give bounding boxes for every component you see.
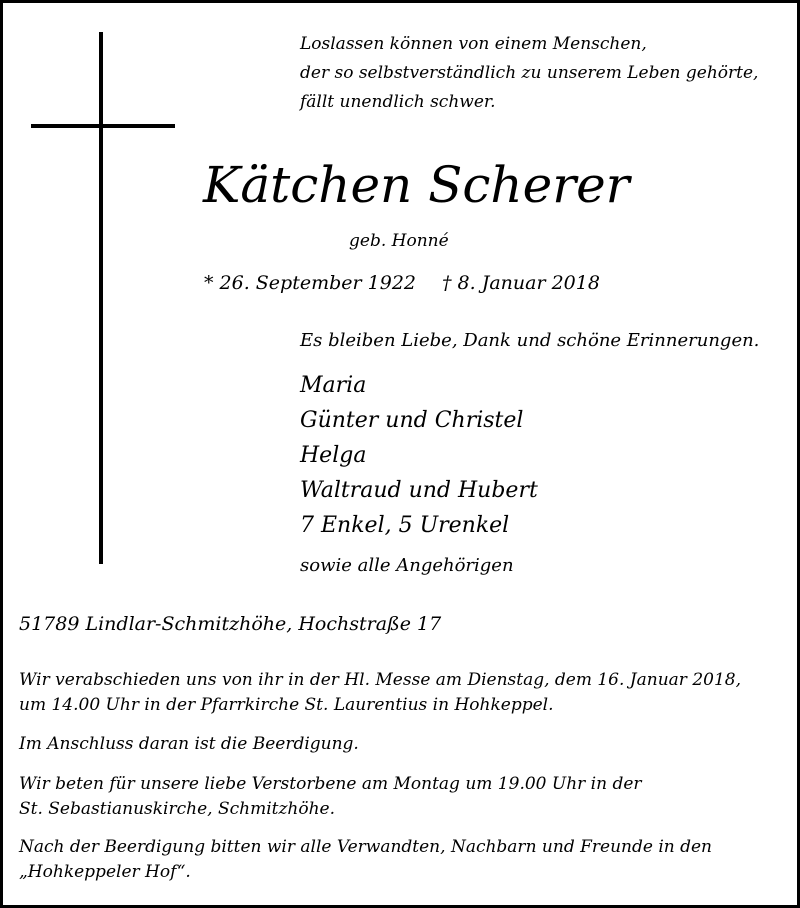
paragraph-line: Wir verabschieden uns von ihr in der Hl. Messe am Dienstag, dem 16. Januar 2018, — [19, 670, 741, 690]
poem — [300, 30, 758, 117]
paragraph-line: Im Anschluss daran ist die Beerdigung. — [19, 734, 359, 754]
poem-line: Loslassen können von einem Menschen, — [300, 34, 647, 54]
paragraph-line: „Hohkeppeler Hof“. — [19, 862, 191, 882]
poem-line: der so selbstverständlich zu unserem Leben gehörte, — [300, 63, 759, 83]
family-member: Günter und Christel — [300, 408, 524, 433]
death-date: † 8. Januar 2018 — [442, 272, 600, 294]
deceased-name: Kätchen Scherer — [203, 156, 630, 214]
paragraph-line: Wir beten für unsere liebe Verstorbene am Montag um 19.00 Uhr in der — [19, 774, 642, 794]
family-member: Waltraud und Hubert — [300, 478, 538, 503]
motto: Es bleiben Liebe, Dank und schöne Erinnerungen. — [300, 330, 760, 351]
address: 51789 Lindlar-Schmitzhöhe, Hochstraße 17 — [19, 613, 442, 635]
prayer-info-paragraph — [19, 772, 642, 822]
burial-info-paragraph — [19, 732, 359, 757]
family-list — [300, 368, 538, 543]
paragraph-line: St. Sebastianuskirche, Schmitzhöhe. — [19, 799, 336, 819]
cross-vertical-bar — [99, 32, 103, 564]
paragraph-line: um 14.00 Uhr in der Pfarrkirche St. Laurentius in Hohkeppel. — [19, 695, 554, 715]
family-member: Maria — [300, 373, 367, 398]
paragraph-line: Nach der Beerdigung bitten wir alle Verwandten, Nachbarn und Freunde in den — [19, 837, 713, 857]
reception-info-paragraph — [19, 835, 712, 885]
maiden-name: geb. Honné — [349, 231, 449, 251]
family-member: Helga — [300, 443, 367, 468]
cross-horizontal-bar — [31, 124, 175, 128]
family-member: 7 Enkel, 5 Urenkel — [300, 513, 510, 538]
birth-date: * 26. September 1922 — [204, 272, 416, 294]
service-info-paragraph — [19, 668, 741, 718]
other-relatives: sowie alle Angehörigen — [300, 555, 514, 576]
poem-line: fällt unendlich schwer. — [300, 92, 496, 112]
